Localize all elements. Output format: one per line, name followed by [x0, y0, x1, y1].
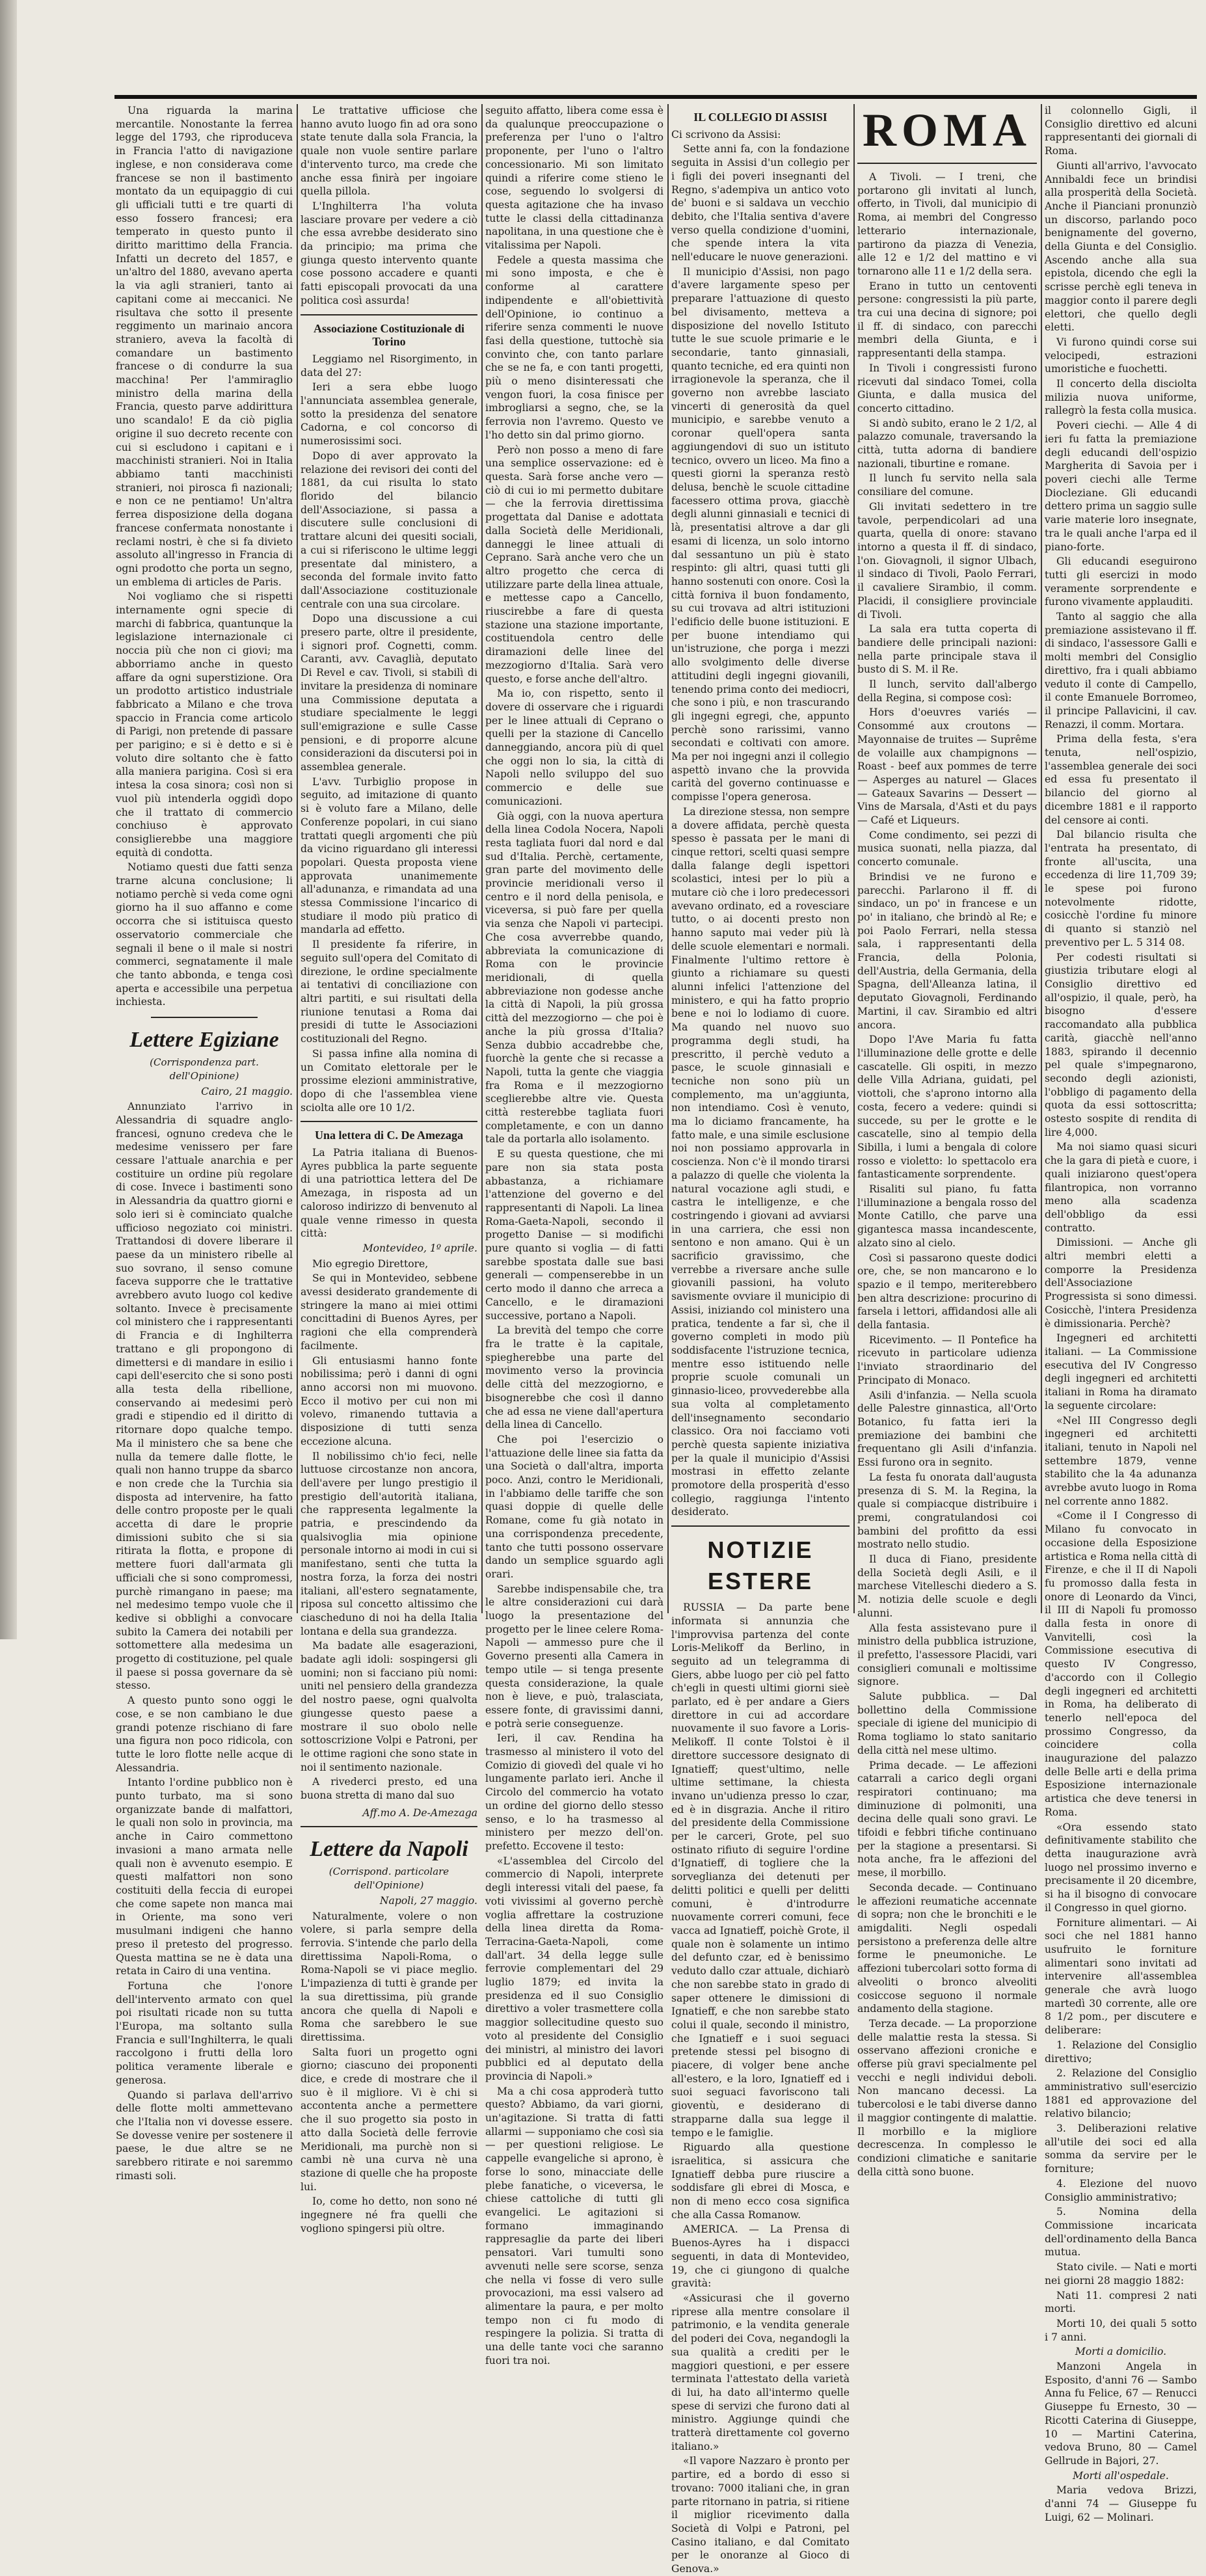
- col2-paragraph: Il nobilissimo ch'io feci, nelle luttuose circostanze non ancora, dell'avere per lungo prestigio il prestigio dell'autorità italiana, che rappresenta legalmente la patria, e prescindendo da qualsivoglia mia opinione personale intorno ai modi in cui si manifestano, senti che tutta la nostra forza, la forza dei nostri italiani, all'estero segnatamente, riposa sul concetto altissimo che ciascheduno di noi ha della Italia lontana e della sua grandezza.: [301, 1450, 477, 1637]
- associazione-heading: Associazione Costituzionale di Torino: [314, 321, 464, 349]
- col6-paragraph: 3. Deliberazioni relative all'utile dei soci ed alla somma da servire per le forniture;: [1045, 2123, 1197, 2175]
- col5-paragraph: Gli invitati sedettero in tre tavole, perpendicolari ad una quarta, quella di onore: stavano intorno a questa il ff. di sindaco, l'on. Giovagnoli, il signor Ulbach, il sindaco di Tivoli, Paolo Ferrari, il cavaliere Sirambio, il comm. Placidi, il consigliere provinciale di Tivoli.: [857, 500, 1037, 621]
- col4-paragraph: «Assicurasi che il governo riprese alla mentre consolare il patrimonio, e la vendita generale del poderi dei Cova, negandogli la sua qualità a crediti per le maggiori questioni, e per essere terminata l'attestato della varietà di lui, ha dato all'intermo quelle spese di servizi che furono dati al ministro. Aggiunge quindi che tratterà direttamente col governo italiano.»: [671, 2292, 850, 2452]
- col6-paragraph: «Come il I Congresso di Milano fu convocato in occasione della Esposizione artistica e Roma nella città di Firenze, e che il II di Napoli fu promosso dalla festa in onore di Leonardo da Vinci, il III di Napoli fu promosso dalla festa in onore di Vanvitelli, così la Commissione esecutiva di questo IV Congresso, d'accordo con il Collegio degli ingegneri ed architetti in Roma, ha deliberato di tenerlo nell'epoca del prossimo Congresso, da coincidere colla inaugurazione del palazzo delle Belle arti e della prima Esposizione internazionale artistica che deve tenersi in Roma.: [1045, 1510, 1197, 1818]
- col6-paragraph: Morti 10, dei quali 5 sotto i 7 anni.: [1045, 2317, 1197, 2343]
- col2-paragraph: Leggiamo nel Risorgimento, in data del 27:: [301, 353, 477, 379]
- column-5: [857, 104, 1037, 2178]
- col3-paragraph: seguito affatto, libera come essa è da qualunque preoccupazione o preferenza per l'uno o l'altro proponente, per l'uno o l'altro concessionario. Mi son limitato quindi a riferire come stieno le cose, seguendo lo svolgersi di questa agitazione che ha invaso tutte le classi della cittadinanza napolitana, in una questione che è vitalissima per Napoli.: [485, 105, 663, 252]
- col3-paragraph: La brevità del tempo che corre fra le tratte è la capitale, spiegherebbe una parte del movimento verso la provincia delle città del mezzogiorno, e bisognerebbe che così il danno che ad essa ne viene dall'apertura della linea di Cancello.: [485, 1324, 663, 1431]
- col1-paragraph: Fortuna che l'onore dell'intervento armato con quel poi risultati ricade non su tutta l'Europa, ma soltanto sulla Francia e sull'Inghilterra, le quali raccolgono i frutti della loro politica veramente liberale e generosa.: [116, 1979, 293, 2086]
- col6-paragraph: 4. Elezione del nuovo Consiglio amministrativo;: [1045, 2177, 1197, 2203]
- divider: [151, 1017, 257, 1018]
- col5-paragraph: Erano in tutto un centoventi persone: congressisti la più parte, tra cui una decina di signore; poi il ff. di sindaco, con parecchi membri della Giunta, e i rappresentanti della stampa.: [857, 280, 1037, 360]
- col2-paragraph: Ma badate alle esagerazioni, badate agli idoli: sospingersi gli uomini; non si facciano più nomi: uniti nel pensiero della grandezza del nostro paese, ogni qualvolta giungesse questo paese a mostrare il suo obolo nelle sottoscrizione Volpi e Patroni, per le ottime ragioni che sono state in noi il sentimento nazionale.: [301, 1640, 477, 1773]
- divider: [301, 1121, 477, 1122]
- col5-paragraph: La sala era tutta coperta di bandiere delle principali nazioni: nella parte principale stava il busto di S. M. il Re.: [857, 623, 1037, 676]
- lettere-napoli-dateline: Napoli, 27 maggio.: [379, 1894, 477, 1907]
- col6-paragraph: Il concerto della disciolta milizia nuova uniforme, rallegrò la festa colla musica.: [1045, 378, 1197, 417]
- lettere-napoli-heading: Lettere da Napoli: [310, 1837, 468, 1862]
- col2-paragraph: Gli entusiasmi hanno fonte nobilissima; però i danni di ogni anno accorsi non mi muovono. Ecco il motivo per cui non mi volevo, rimanendo tuttavia a disposizione di tutti senza eccezione alcuna.: [301, 1354, 477, 1447]
- column-separator: [667, 104, 669, 1613]
- col5-paragraph: La festa fu onorata dall'augusta presenza di S. M. la Regina, la quale si compiacque distribuire i premi, congratulandosi coi bambini del profitto da essi mostrato nello studio.: [857, 1471, 1037, 1551]
- col3-paragraph: Che poi l'esercizio o l'attuazione delle linee sia fatta da una Società o dall'altra, importa poco. Anzi, contro le Meridionali, in l'abbiamo delle tariffe che son quasi doppie di quelle delle Romane, come fu già notato in una corrispondenza precedente, tanto che tutti possono osservare dando un semplice sguardo agli orari.: [485, 1433, 663, 1580]
- lettere-egiziane-heading: Lettere Egiziane: [129, 1028, 279, 1053]
- col2-paragraph: A rivederci presto, ed una buona stretta di mano dal suo: [301, 1776, 477, 1802]
- col3-paragraph: Ieri, il cav. Rendina ha trasmesso al ministero il voto del Comizio di giovedì del quale vi ho lungamente parlato ieri. Anche il Circolo del commercio ha votato un ordine del giorno dello stesso senso, e lo ha trasmesso al ministero per mezzo dell'on. prefetto. Eccovene il testo:: [485, 1732, 663, 1852]
- col6-paragraph: Vi furono quindi corse sui velocipedi, estrazioni umoristiche e fuochetti.: [1045, 336, 1197, 375]
- col6-paragraph: Per codesti risultati si giustizia tributare elogi al Consiglio direttivo ed all'ospizio, il quale, però, ha bisogno d'essere raccomandato alla pubblica carità, giacchè nell'anno 1883, spirando il decennio pel quale s'impegnarono, secondo degli azionisti, l'obbligo di pagamento della quota da essi sottoscritta; ostesto sospite di rendita di lire 4,000.: [1045, 951, 1197, 1138]
- col6-subhead: Morti a domicilio.: [1075, 2346, 1167, 2358]
- col6-paragraph: Poveri ciechi. — Alle 4 di ieri fu fatta la premiazione degli educandi dell'ospizio Margherita di Savoia per i poveri ciechi alle Terme Diocleziane. Gli educandi dettero prima un saggio sulle varie materie loro insegnate, tra le quali anche l'arpa ed il piano-forte.: [1045, 420, 1197, 553]
- col3-paragraph: Sarebbe indispensabile che, tra le altre considerazioni cui darà luogo la presentazione del progetto per le linee celere Roma-Napoli — ammesso pure che il Governo presenti alla Camera in tempo utile — si tenga presente questa considerazione, la quale non è lieve, e può, tralasciata, essere fonte, di gravissimi danni, e potrà serie conseguenze.: [485, 1583, 663, 1730]
- lettere-napoli-byline: (Corrispond. particolare dell'Opinione): [328, 1866, 449, 1892]
- column-separator: [1041, 104, 1042, 1613]
- col3-paragraph: Già oggi, con la nuova apertura della linea Codola Nocera, Napoli resta tagliata fuori dal nord e dal sud d'Italia. Perchè, certamente, gran parte del movimento delle provincie meridionali verso il centro e il nord della penisola, e viceversa, si può fare per quella via senza che Napoli vi partecipi. Che cosa avverrebbe quando, abbreviata la comunicazione di Roma con le provincie meridionali, di quella abbreviazione non godesse anche la città di Napoli, la più grossa città del mezzogiorno — che poi è anche la più grossa d'Italia? Senza dubbio accadrebbe che, fuorchè la gente che si recasse a Napoli, tutta la gente che viaggia fra Roma e il mezzogiorno sceglierebbe altre vie. Questa città resterebbe tagliata fuori completamente, e con un danno tale da portarla allo isolamento.: [485, 810, 663, 1146]
- col5-paragraph: Il lunch, servito dall'albergo della Regina, si compose così:: [857, 678, 1037, 704]
- col5-paragraph: A Tivoli. — I treni, che portarono gli invitati al lunch, offerto, in Tivoli, dal municipio di Roma, ai membri del Congresso letterario internazionale, partirono da piazza di Venezia, alle 12 e 1/2 del mattino e vi tornarono alle 11 e 1/2 della sera.: [857, 171, 1037, 277]
- col5-paragraph: In Tivoli i congressisti furono ricevuti dal sindaco Tomei, colla Giunta, e dalla musica del concerto cittadino.: [857, 362, 1037, 414]
- col4-paragraph: «Il vapore Nazzaro è pronto per partire, ed a bordo di esso si trovano: 7000 italiani che, in gran parte ritornano in patria, si ritiene il miglior ricevimento dalla Società di Volpi e Patroni, pel Casino italiano, e dal Comitato per le onoranze al Gioco di Genova.»: [671, 2455, 850, 2575]
- col6-paragraph: Dal bilancio risulta che l'entrata ha presentato, di fronte all'uscita, una eccedenza di lire 11,709 39; le spese poi furono notevolmente ridotte, cosicchè l'ordine fu minore di quanto si stanziò nel preventivo per L. 5 314 08.: [1045, 829, 1197, 948]
- col1-paragraph: Una riguarda la marina mercantile. Nonostante la ferrea legge del 1793, che riproduceva in Francia l'atto di navigazione inglese, e non considerava come francese se non il bastimento montato da un equipaggio di cui gli ufficiali tutti e tre quarti di esso fossero francesi; era temperato in questo punto il diritto marittimo della Francia. Infatti un decreto del 1857, e un'altro del 1880, avevano aperta la via agli stranieri, tanto ai capitani come ai meccanici. Ne risultava che sotto il presente reggimento un marinaio ancora straniero, aveva la facoltà di comandare un bastimento francese o di condurre la sua macchina! Per l'ammiraglio ministro della marina della Francia, questo parve addirittura uno scandalo! E da ciò piglia origine il suo decreto recente con cui si escludono i capitani e i macchinisti stranieri. Noi in Italia abbiamo tanti macchinisti stranieri, noi pirosca fi nazionali; e non ce ne pentiamo! Un'altra ferrea disposizione della dogana francese confermata nonostante i reclami nostri, è che si fa divieto assoluto all'ingresso in Francia di ogni prodotto che porta un segno, un emblema di articles de Paris.: [116, 105, 293, 588]
- col6-paragraph: Prima della festa, s'era tenuta, nell'ospizio, l'assemblea generale dei soci ed essa fu presentato il bilancio del giorno al dicembre 1881 e il rapporto del censore ai conti.: [1045, 733, 1197, 826]
- col2-paragraph: La Patria italiana di Buenos-Ayres pubblica la parte seguente di una patriottica lettera del De Amezaga, in risposta ad un caloroso indirizzo di benvenuto al quale venne rimesso in questa città:: [301, 1147, 477, 1240]
- col5-paragraph: Seconda decade. — Continuano le affezioni reumatiche accennate di sopra; non che le bronchiti e le amigdaliti. Negli ospedali persistono a preferenza delle altre forme le pneumoniche. Le affezioni tubercolari sotto forma di alveoliti o bronco alveoliti cosiccose seguono il normale andamento della stagione.: [857, 1881, 1037, 2015]
- col5-paragraph: Dopo l'Ave Maria fu fatta l'illuminazione delle grotte e delle cascatelle. Gli ospiti, in mezzo delle Villa Adriana, guidati, pel viottoli, che s'aprono intorno alla costa, fecero a vedere: quindi si succede, su per le grotte e le cascatelle, sino al tempio della Sibilla, i lumi a bengala di colore rosso e violetto: lo spettacolo era fantasticamente sorprendente.: [857, 1034, 1037, 1181]
- col6-paragraph: il colonnello Gigli, il Consiglio direttivo ed alcuni rappresentanti dei giornali di Roma.: [1045, 105, 1197, 157]
- roma-heading: ROMA: [863, 104, 1032, 156]
- col4-paragraph: La direzione stessa, non sempre a dovere affidata, perchè questa spesso è passata per le mani di cinque rettori, scelti quasi sempre dalla falange degli ispettori scolastici, intesi per lo più a mutare ciò che i loro predecessori avevano ordinato, ed a rovesciare tutto, o ai docenti presto non hanno saputo mai veder più là delle scuole elementari e normali. Finalmente l'ultimo rettore è giunto a richiamare su questi alunni infelici l'attenzione del ministero, e qui ha fatto proprio bene e noi lo lodiamo di cuore. Ma quando nel nuovo suo programma degli studi, ha prescritto, il perchè veduto a pasce, le scuole ginnasiali e tecniche non sono più un complemento, ma un'aggiunta, non intendiamo. Così è venuto, ma lo diciamo francamente, ha fatto male, e una simile esclusione noi non possiamo approvarla in coscienza. Non c'è il mondo tirarsi a palazzo di quelle che violenta la natural vocazione agli studi, e castra le intelligenze, e che costringendo i giovani ad avviarsi in una carriera, che essi non sentono e non amano. Qui è un sacrificio gravissimo, che verrebbe a riversare anche sulle giovanili passioni, ha voluto savismente ovviare il municipio di Assisi, iniziando col ministero una pratica, tendente a far sì, che il governo completi in modo più soddisfacente l'istruzione tecnica, mentre esso istituendo nelle proprie scuole comunali un ginnasio-liceo, provvederebbe alla sua volta al completamento dell'insegnamento secondario classico. Ora noi facciamo voti perchè questa sapiente iniziativa per la quale il municipio d'Assisi mostrasi in effetto zelante promotore della prosperità d'esso collegio, raggiunga l'intento desiderato.: [671, 805, 850, 1518]
- col6-paragraph: Tanto al saggio che alla premiazione assistevano il ff. di sindaco, l'assessore Galli e molti membri del Consiglio direttivo, fra i quali abbiamo veduto il conte di Campello, il conte Emanuele Borromeo, il principe Pallavicini, il cav. Renazzi, il comm. Mortara.: [1045, 611, 1197, 731]
- col6-paragraph: Gli educandi eseguirono tutti gli esercizi in modo veramente sorprendente e furono vivamente applauditi.: [1045, 556, 1197, 608]
- divider: [671, 1525, 850, 1527]
- col5-paragraph: Prima decade. — Le affezioni catarrali a carico degli organi respiratori continuano; ma diminuzione di polmoniti, una decina delle quali sono gravi. Le tifoidi e febbri tifiche continuano per la stagione a presentarsi. Si nota anche, fra le affezioni del mese, il morbillo.: [857, 1759, 1037, 1879]
- col2-paragraph: Dopo di aver approvato la relazione dei revisori dei conti del 1881, da cui risulta lo stato florido del bilancio dell'Associazione, si passa a discutere sulle conclusioni di trattare alcuni dei quesiti sociali, a cui si riferiscono le ultime leggi presentate dal ministero, a seconda del formale invito fatto dall'Associazione costituzionale centrale con una sua circolare.: [301, 449, 477, 610]
- col2-paragraph: Salta fuori un progetto ogni giorno; ciascuno dei proponenti dice, e crede di mostrare che il suo è il migliore. Vi è chi si accontenta anche a permettere che il suo progetto sia posto in atto dalla Società delle ferrovie Meridionali, ma purchè non si cambi nè una curva nè una stazione di quelle che ha proposte lui.: [301, 2046, 477, 2193]
- col5-paragraph: Terza decade. — La proporzione delle malattie resta la stessa. Si osservano affezioni croniche e offerse più gravi specialmente pel vecchi e negli individui deboli. Non mancano decessi. La tubercolosi e le tabi diverse danno il maggior contingente di malattie. Il morbillo e la migliore decrescenza. In complesso le condizioni climatiche e sanitarie della città sono buone.: [857, 2017, 1037, 2178]
- col2-paragraph: L'avv. Turbiglio propose in seguito, ad imitazione di quanto si è voluto fare a Milano, delle Conferenze popolari, in cui siano trattati quegli argomenti che più da vicino riguardano gli interessi popolari. Questa proposta viene approvata unanimemente all'adunanza, e rimandata ad una stessa Commissione l'incarico di studiare il modo più pratico di mandarla ad effetto.: [301, 775, 477, 936]
- lettere-egiziane-byline: (Corrispondenza part. dell'Opinione): [150, 1056, 259, 1082]
- col6-paragraph: Forniture alimentari. — Ai soci che nel 1881 hanno usufruito le forniture alimentari sono invitati ad intervenire all'assemblea generale che avrà luogo martedì 30 corrente, alle ore 8 1/2 pom., per discutere e deliberare:: [1045, 1916, 1197, 2037]
- column-separator: [853, 104, 855, 1613]
- col6-paragraph: Dimissioni. — Anche gli altri membri eletti a comporre la Presidenza dell'Associazione Progressista si sono dimessi. Cosicchè, l'intera Presidenza è dimissionaria. Perchè?: [1045, 1237, 1197, 1330]
- col3-paragraph: Ma a chi cosa approderà tutto questo? Abbiamo, da vari giorni, un'agitazione. Si tratta di fatti allarmi — supponiamo che così sia — per questioni religiose. Le cappelle evangeliche si aprono, è forse lo sono, minacciate delle plebe fanatiche, o viceversa, le chiese cattoliche di tutti gli evangelici. Le agitazioni si formano immaginando rappresaglie da parte dei liberi pensatori. Vari tumulti sono avvenuti nelle sere scorse, senza che nella vi fosse di vero sulle provocazioni, ma essi valsero ad alimentare la paura, e per molto tempo non ci fu modo di respingere la polizia. Si tratta di una delle tante voci che saranno fuori tra noi.: [485, 2085, 663, 2367]
- col2-paragraph: Si passa infine alla nomina di un Comitato elettorale per le prossime elezioni amministrative, dopo di che l'assemblea viene sciolta alle ore 10 1/2.: [301, 1047, 477, 1114]
- col6-subhead: Morti all'ospedale.: [1073, 2469, 1169, 2482]
- col2-paragraph: Dopo una discussione a cui presero parte, oltre il presidente, i signori prof. Cognetti, comm. Caranti, avv. Cavaglià, deputato Di Revel e cav. Tivoli, si stabilì di invitare la presidenza di nominare una Commissione deputata a studiare specialmente le leggi sull'emigrazione e sulle Casse pensioni, e di proporre alcune considerazioni da discutersi poi in assemblea generale.: [301, 613, 477, 773]
- lettere-egiziane-dateline: Cairo, 21 maggio.: [201, 1085, 293, 1097]
- col6-paragraph: Ma noi siamo quasi sicuri che la gara di pietà e cuore, i quali iniziarono quest'opera filantropica, non vorranno meno alla scadenza dell'obbligo da essi contratto.: [1045, 1141, 1197, 1234]
- lettera-signature: Aff.mo A. De-Amezaga: [362, 1806, 477, 1819]
- col5-paragraph: Il lunch fu servito nella sala consiliare del comune.: [857, 472, 1037, 498]
- col4-paragraph: Il municipio d'Assisi, non pago d'avere largamente speso per preparare l'attuazione di questo bel divisamento, metteva a disposizione del novello Istituto tutte le sue scuole primarie e le secondarie, tanto ginnasiali, quanto tecniche, ed era quinti non irragionevole la speranza, che il governo non avrebbe lasciato vincerti di generosità da quel municipio, e sarebbe venuto a coronar quell'opera santa aggiungendovi di suo un istituto tecnico, ovvero un liceo. Ma fino a questi giorni la speranza restò delusa, benchè le scuole cittadine facessero ottima prova, giacchè degli alunni ginnasiali e tecnici di là, presentatisi altrove a dar gli esami di licenza, un solo intorno dal sessantuno un più è stato respinto: gli altri, quasi tutti gli hanno sostenuti con onore. Così la città forniva il buon fondamento, su cui trovava ad altri istituzioni l'edificio delle buone istituzioni. E per buone intendiamo qui un'istruzione, che porga i mezzi allo svolgimento delle diverse attitudini degli ingegni giovanili, tenendo prima conto dei mediocri, che sono i più, e non trascurando gli ingegni egregi, che, appunto perchè sono rarissimi, vanno secondati e coltivati con amore. Ma per noi ingegni anzi il collegio aspettò invano che la provvida carità del governo continuasse e compisse l'opera generosa.: [671, 265, 850, 803]
- col1-paragraph: Notiamo questi due fatti senza trarne alcuna conclusione; li notiamo perchè si veda come ogni giorno ha il suo affanno e come occorra che si istituisca questo osservatorio commerciale che segnali il bene o il male si nostri commerci, segnatamente il male che tanto abbonda, e tenga così aperta e accessibile una perpetua inchiesta.: [116, 861, 293, 1008]
- divider: [301, 1826, 477, 1827]
- col4-paragraph: Sette anni fa, con la fondazione seguita in Assisi d'un collegio per i figli dei poveri insegnanti del Regno, s'adempiva un antico voto de' buoni e si saldava un vecchio debito, che l'Italia sentiva d'avere verso quella condizione d'uomini, che spende intera la vita nell'educare le nuove generazioni.: [671, 143, 850, 263]
- col2-paragraph: Le trattative ufficiose che hanno avuto luogo fin ad ora sono state tenute dalla sola Francia, la quale non vuole sentire parlare d'intervento turco, ma crede che anche essa finirà per ingoiare quella pillola.: [301, 105, 477, 198]
- col6-paragraph: Giunti all'arrivo, l'avvocato Annibaldi fece un brindisi alla prosperità della Società. Anche il Pianciani pronunziò un discorso, parlando poco benignamente del governo, della Giunta e del Consiglio. Ascendo anche alla sua epistola, dicendo che egli la scrisse perchè egli teneva in maggior conto il parere degli elettori, che quello degli eletti.: [1045, 159, 1197, 334]
- lettera-dateline: Montevideo, 1º aprile.: [362, 1242, 477, 1254]
- col6-paragraph: Ingegneri ed architetti italiani. — La Commissione esecutiva del IV Congresso degli ingegneri ed architetti italiani in Roma ha diramato la seguente circolare:: [1045, 1332, 1197, 1412]
- col5-paragraph: Si andò subito, erano le 2 1/2, al palazzo comunale, traversando la città, tutta adorna di bandiere nazionali, tiburtine e romane.: [857, 417, 1037, 470]
- col5-paragraph: Salute pubblica. — Dal bollettino della Commissione speciale di igiene del municipio di Roma togliamo lo stato sanitario della città nel mese ultimo.: [857, 1691, 1037, 1756]
- col6-paragraph: Maria vedova Brizzi, d'anni 74 — Giuseppe fu Luigi, 62 — Molinari.: [1045, 2484, 1197, 2523]
- col3-paragraph: E su questa questione, che mi pare non sia stata posta abbastanza, a richiamare l'attenzione del governo e del rappresentanti di Napoli. La linea Roma-Gaeta-Napoli, secondo il progetto Danise — si modifichi pure quanto si voglia — di fatti sarebbe spostata dalle sue basi generali — compenserebbe in un certo modo il danno che arreca a Cancello, e le diramazioni successive, portano a Napoli.: [485, 1148, 663, 1322]
- col1-paragraph: Quando si parlava dell'arrivo delle flotte molti ammettevano che l'Italia non vi dovesse essere. Se dovesse venire per sostenere il paese, le due altre se ne sarebbero ritirate e noi saremmo rimasti soli.: [116, 2089, 293, 2182]
- col2-paragraph: Mio egregio Direttore,: [312, 1257, 429, 1270]
- col5-paragraph: Alla festa assistevano pure il ministro della pubblica istruzione, il prefetto, l'assessore Placidi, vari consiglieri comunali e moltissime signore.: [857, 1622, 1037, 1688]
- column-6: [1045, 104, 1197, 2523]
- col5-paragraph: Così si passarono queste dodici ore, che, se non mancarono e lo spazio e il tempo, meriterebbero ben altra descrizione: procurino di farsela i lettori, affidandosi alle ali della fantasia.: [857, 1252, 1037, 1332]
- col6-paragraph: Nati 11. compresi 2 nati morti.: [1045, 2289, 1197, 2315]
- col1-paragraph: Noi vogliamo che si rispetti internamente ogni specie di marchi di fabbrica, quantunque la legislazione internazionale ci noccia più che non ci giovi; ma abborriamo anche in questo affare da ogni superstizione. Ora un prodotto artistico industriale fabbricato a Milano e che trova spaccio in Francia come articolo di Parigi, non pretende di passare per parigino; e si è detto e si è voluto dire soltanto che è fatto alla maniera parigina. Così si era intesa la cosa sinora; così non si vuol più intenderla oggidì dopo che il trattato di commercio conchiuso è approvato consiglierebbe una maggiore equità di condotta.: [116, 591, 293, 859]
- column-2: [301, 104, 477, 2234]
- col5-paragraph: Il duca di Fiano, presidente della Società degli Asili, e il marchese Vitelleschi diedero a S. M. notizia delle scuole e degli alunni.: [857, 1553, 1037, 1619]
- col6-paragraph: Stato civile. — Nati e morti nei giorni 28 maggio 1882:: [1045, 2261, 1197, 2287]
- col6-paragraph: 2. Relazione del Consiglio amministrativo sull'esercizio 1881 ed approvazione del relativo bilancio;: [1045, 2067, 1197, 2120]
- col5-paragraph: Ricevimento. — Il Pontefice ha ricevuto in particolare udienza l'inviato straordinario del Principato di Monaco.: [857, 1334, 1037, 1386]
- divider: [857, 163, 1037, 164]
- column-1: [116, 104, 293, 2182]
- col3-paragraph: Fedele a questa massima che mi sono imposta, e che è conforme al carattere indipendente e all'obiettività dell'Opinione, io continuo a riferire senza commenti le nuove fasi della questione, tuttochè sia convinto che, con tanto parlare che se ne fa, e con tanti progetti, più o meno disinteressati che vengon fuori, la cosa finisce per imbrogliarsi a segno, che, se la ferrovia non l'avremo. Questo ve l'ho detto sin dal primo giorno.: [485, 254, 663, 441]
- col4-paragraph: RUSSIA — Da parte bene informata si annunzia che l'improvvisa partenza del conte Loris-Melikoff da Berlino, in seguito ad un telegramma di Giers, abbe luogo per ciò pel fatto ch'egli in questi ultimi giorni sieè parlato, ed è per andare a Giers direttore in cui ad accordare nuovamente il suo favore a Loris-Melikoff. Il conte Tolstoi è il direttore successore designato di Ignatieff; quest'ultimo, nelle ultime settimane, la chiesta invano un'udienza presso lo czar, ed è in disgrazia. Anche il ritiro del presidente della Commissione per le carceri, Grote, pel suo ostinato rifiuto di seguire l'ordine d'Ignatieff, di togliere che la sorveglianza dei detenuti per delitti politici e quelli per delitti comuni, è d'introdurre nuovamente correri comuni, fece vacca ad Ignatieff, poichè Grote, il quale non è solamente un intimo del defunto czar, ed è benissimo veduto dallo czar attuale, dichiarò che non sarebbe stato in grado di saper ottenere le dimissioni di Ignatieff, e che non sarebbe stato colui il quale, secondo il ministro, che Ignatieff e i suoi seguaci pretende stessi pel bisogno di piacere, di volger bene anche all'estero, e la loro, Ignatieff ed i suoi seguaci favoriscono tali gioventù, e desiderano di strapparne dalla sua legge il tempo e le famiglie.: [671, 1602, 850, 2139]
- column-separator: [297, 104, 298, 1613]
- col2-paragraph: Ieri a sera ebbe luogo l'annunciata assemblea generale, sotto la presidenza del senatore Cadorna, e col concorso di numerosissimi soci.: [301, 381, 477, 448]
- col4-paragraph: Riguardo alla questione israelitica, si assicura che Ignatieff debba pure riuscire a soddisfare gli ebrei di Mosca, e non di meno ecco cosa significa che alla Cassa Romanow.: [671, 2141, 850, 2221]
- col2-paragraph: Naturalmente, volere o non volere, si parla sempre della ferrovia. S'intende che parlo della direttissima Napoli-Roma, o Roma-Napoli se vi piace meglio. L'impazienza di tutti è grande per la sua direttissima, più grande ancora che quella di Napoli e Roma che sarebbero le sue direttissima.: [301, 1910, 477, 2043]
- top-rule: [114, 95, 1197, 99]
- col1-paragraph: Intanto l'ordine pubblico non è punto turbato, ma si sono organizzate bande di malfattori, le quali non solo in provincia, ma anche in Cairo commettono invasioni a mano armata nelle quali non è avvenuto esempio. E questi malfattori non sono costituiti della feccia di europei che come sapete non manca mai in Oriente, ma sono veri musulmani indigeni che hanno preso il pretesto del progresso. Questa mattina se ne è data una retata in Cairo di una ventina.: [116, 1777, 293, 1978]
- col1-paragraph: Annunziato l'arrivo in Alessandria di squadre anglo-francesi, ognuno credeva che le medesime venissero per fare cessare l'attuale anarchia e per costituire un ordine più regolare di cose. Invece i bastimenti sono in Alessandria da quattro giorni e solo ieri si è cominciato qualche ufficioso negoziato coi ministri. Trattandosi di dovere liberare il paese da un ministero ribelle al suo sovrano, il senso comune faceva supporre che le trattative avrebbero avuto luogo col kedive soltanto. Invece è precisamente col ministero che i rappresentanti di Francia e di Inghilterra trattano e gli propongono di dimettersi e di mandare in esilio i capi dell'esercito che si sono posti alla testa della ribellione, conservando ai medesimi però gradi e stipendio ed il diritto di ritornare dopo qualche tempo. Ma il ministero che sa bene che nulla da temere dalle flotte, le quali non hanno truppe da sbarco e non crede che la Turchia sia disposta ad intervenire, ha fatto delle contro proposte per le quali accetta di dare le proprie dimissioni subito che si sia ritirata la flotta, e propone di mettere fuori dall'armata gli ufficiali che si sono compromessi, purchè rimangano in paese; ma nel medesimo tempo vuole che il kedive si obblighi a convocare subito la Camera dei notabili per sottomettere alla medesima un progetto di costituzione, pel quale il paese si possa governare da sè stesso.: [116, 1101, 293, 1692]
- col2-paragraph: Se qui in Montevideo, sebbene avessi desiderato grandemente di stringere la mano ai miei ottimi concittadini di Buenos Ayres, per ragioni che ella comprenderà facilmente.: [301, 1272, 477, 1352]
- col6-paragraph: «Nel III Congresso degli ingegneri ed architetti italiani, tenuto in Napoli nel settembre 1879, venne stabilito che la 4a adunanza avrebbe avuto luogo in Roma nel corrente anno 1882.: [1045, 1414, 1197, 1507]
- col2-paragraph: L'Inghilterra l'ha voluta lasciare provare per vedere a ciò che essa avrebbe desiderato sino da principio; ma prima che giunga questo intervento quante cose possono accadere e quanti fatti episcopali provocati da una politica così assurda!: [301, 200, 477, 306]
- col3-paragraph: «L'assemblea del Circolo del commercio di Napoli, interprete degli interessi vitali del paese, fa voti vivissimi al governo perchè voglia affrettare la costruzione della linea diretta da Roma-Terracina-Gaeta-Napoli, come dall'art. 34 della legge sulle ferrovie complementari del 29 luglio 1879; ed invita la presidenza ed il suo Consiglio direttivo a voler trasmettere colla maggior sollecitudine questo suo voto al presidente del Consiglio dei ministri, al ministro dei lavori pubblici ed al deputato della provincia di Napoli.»: [485, 1855, 663, 2082]
- col5-paragraph: Come condimento, sei pezzi di musica suonati, nella piazza, dal concerto comunale.: [857, 829, 1037, 868]
- divider: [301, 314, 477, 315]
- column-separator: [481, 104, 483, 1613]
- col5-paragraph: Brindisi ve ne furono e parecchi. Parlarono il ff. di sindaco, un po' in francese e un po' in italiano, che brindò al Re; e poi Paolo Ferrari, nella stessa sala, i rappresentanti della Francia, della Polonia, dell'Austria, della Germania, della Spagna, dell'Alleanza latina, il deputato Giovagnoli, Ferdinando Martini, il cav. Sirambio ed altri ancora.: [857, 870, 1037, 1031]
- col6-paragraph: 1. Relazione del Consiglio direttivo;: [1045, 2039, 1197, 2065]
- col3-paragraph: Però non posso a meno di fare una semplice osservazione: ed è questa. Sarà forse anche vero — ciò di cui io mi permetto dubitare — che la ferrovia direttissima progettata dal Danise e adottata dalla Società delle Meridionali, danneggi le linee attuali di Ceprano. Sarà anche vero che un altro progetto che cerca di utilizzare parte della linea attuale, e mettesse capo a Cancello, riuscirebbe a fare di questa stazione una stazione importante, costituendola centro delle diramazioni delle linee del mezzogiorno d'Italia. Sarà vero questo, e forse anche dell'altro.: [485, 444, 663, 685]
- collegio-intro: Ci scrivono da Assisi:: [671, 128, 781, 141]
- col5-paragraph: Asili d'infanzia. — Nella scuola delle Palestre ginnastica, all'Orto Botanico, fu fatta ieri la premiazione dei bambini che frequentano gli Asili d'infanzia. Essi furono ora in segnito.: [857, 1389, 1037, 1469]
- col6-paragraph: «Ora essendo stato definitivamente stabilito che detta inaugurazione avrà luogo nel prossimo inverno e precisamente il 20 dicembre, si ha il bisogno di convocare il Congresso in quel giorno.: [1045, 1821, 1197, 1914]
- notizie-estere-heading: NOTIZIE ESTERE: [707, 1536, 814, 1595]
- col5-paragraph: Hors d'oeuvres variés — Consommé aux croutons — Mayonnaise de truites — Suprême de volaille aux champignons — Roast - beef aux pommes de terre — Asperges au naturel — Glaces — Gateaux Savarins — Dessert — Vins de Marsala, d'Asti et du pays — Café et Liqueurs.: [857, 706, 1037, 827]
- col6-paragraph: 5. Nomina della Commissione incaricata dell'ordinamento della Banca mutua.: [1045, 2206, 1197, 2259]
- col3-paragraph: Ma io, con rispetto, sento il dovere di osservare che i riguardi per le linee attuali di Ceprano o quelli per la stazione di Cancello danneggiando, ancora più di quel che oggi non lo sia, la città di Napoli nello sviluppo del suo commercio e delle sue comunicazioni.: [485, 688, 663, 807]
- col5-paragraph: Risaliti sul piano, fu fatta l'illuminazione a bengala rosso del Monte Catillo, che parve una gigantesca massa incandescente, alzato sino al cielo.: [857, 1183, 1037, 1249]
- collegio-assisi-heading: IL COLLEGIO DI ASSISI: [693, 111, 827, 124]
- col1-paragraph: A questo punto sono oggi le cose, e se non cambiano le due grandi potenze rischiano di fare una figura non poco ridicola, con tutte le loro flotte nelle acque di Alessandria.: [116, 1695, 293, 1774]
- col4-paragraph: AMERICA. — La Prensa di Buenos-Ayres ha i dispacci seguenti, in data di Montevideo, 19, che ci giungono di qualche gravità:: [671, 2223, 850, 2290]
- lettera-amezaga-heading: Una lettera di C. De Amezaga: [315, 1129, 463, 1142]
- col2-paragraph: Il presidente fa riferire, in seguito sull'opera del Comitato di direzione, le ordine specialmente ai tentativi di conciliazione con altri partiti, e sui risultati della riunione tenutasi a Roma dai presidi di tutte le Associazioni costituzionali del Regno.: [301, 939, 477, 1045]
- col2-paragraph: Io, come ho detto, non sono né ingegnere né fra quelli che vogliono spingersi più oltre.: [301, 2195, 477, 2234]
- page-edge: [0, 0, 17, 1639]
- column-3: [485, 104, 663, 2367]
- col6-paragraph: Manzoni Angela in Esposito, d'anni 76 — Sambo Anna fu Felice, 67 — Renucci Giuseppe fu Ernesto, 30 — Ricotti Caterina di Giuseppe, 10 — Martini Caterina, vedova Bruno, 80 — Camel Gellrude in Bajori, 27.: [1045, 2361, 1197, 2467]
- column-4: [671, 104, 850, 2575]
